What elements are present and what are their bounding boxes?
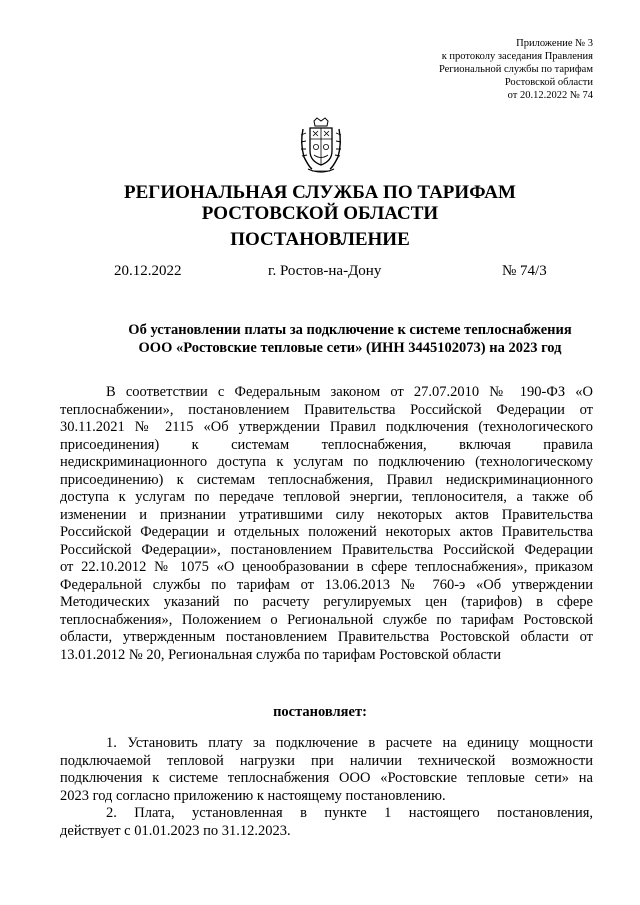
preamble-line: В соответствии с Федеральным законом от 27.07.2010 № 190-ФЗ «О (106, 384, 593, 400)
item1-line: 2023 год согласно приложению к настоящему постановлению. (60, 787, 446, 804)
document-subject-line1: Об установлении платы за подключение к системе теплоснабжения (128, 322, 572, 338)
item2-line: действует с 01.01.2023 по 31.12.2023. (60, 822, 291, 839)
resolve-heading: постановляет: (273, 704, 367, 720)
preamble-line: недискриминационного доступа к услугам по подключению (технологическому (60, 454, 593, 470)
appendix-line: Ростовской области (504, 77, 593, 88)
coat-of-arms-icon (298, 117, 344, 175)
preamble-line: Российской Федерации и отдельных положений некоторых актов Правительства (60, 524, 593, 540)
preamble-line: от 22.10.2012 № 1075 «О ценообразовании в сфере теплоснабжения», приказом (60, 559, 593, 575)
appendix-line: Региональной службы по тарифам (438, 64, 593, 75)
preamble-line: 13.01.2012 № 20, Региональная служба по тарифам Ростовской области (60, 646, 501, 663)
preamble-line: Российской Федерации», постановлением Правительства Российской Федерации (60, 541, 593, 558)
item1-line: подключения к системе теплоснабжения ООО «Ростовские тепловые сети» на (60, 770, 593, 786)
preamble-line: 30.11.2021 № 2115 «Об утверждении Правил подключения (технологического (60, 419, 593, 435)
appendix-note (333, 37, 593, 102)
document-date: 20.12.2022 (114, 263, 182, 279)
preamble-line: присоединения) к системам теплоснабжения, включая правила (60, 436, 593, 453)
document-city: г. Ростов-на-Дону (268, 263, 382, 279)
appendix-line: к протоколу заседания Правления (441, 51, 593, 62)
preamble-line: теплоснабжения», Положением о Региональной службе по тарифам Ростовской (60, 611, 593, 628)
appendix-line: Приложение № 3 (516, 38, 593, 49)
preamble-paragraph (60, 384, 593, 664)
item2-line: 2. Плата, установленная в пункте 1 настоящего постановления, (106, 805, 593, 821)
appendix-line: от 20.12.2022 № 74 (507, 90, 593, 101)
preamble-line: изменении и признании утратившими силу некоторых актов Правительства (60, 506, 593, 523)
document-number: № 74/3 (502, 263, 547, 279)
org-name-line1: РЕГИОНАЛЬНАЯ СЛУЖБА ПО ТАРИФАМ (124, 182, 516, 203)
org-name-line2: РОСТОВСКОЙ ОБЛАСТИ (201, 203, 439, 224)
preamble-line: теплоснабжении», постановлением Правительства Российской Федерации от (60, 401, 593, 418)
document-subject-line2: ООО «Ростовские тепловые сети» (ИНН 3445102073) на 2023 год (138, 340, 562, 356)
preamble-line: присоединению) к системам теплоснабжения, Правил недискриминационного (60, 471, 593, 488)
preamble-line: области, утвержденным постановлением Правительства Ростовской области от (60, 629, 593, 645)
item1-line: 1. Установить плату за подключение в расчете на единицу мощности (106, 735, 593, 751)
preamble-line: Методических указаний по расчету регулируемых цен (тарифов) в сфере (60, 594, 593, 610)
preamble-line: доступа к услугам по передаче тепловой энергии, теплоносителя, а также об (60, 489, 593, 505)
item1-line: подключаемой тепловой нагрузки при наличии технической возможности (60, 752, 593, 769)
resolution-items (60, 735, 593, 840)
document-type: ПОСТАНОВЛЕНИЕ (230, 229, 410, 250)
preamble-line: Федеральной службы по тарифам от 13.06.2013 № 760-э «Об утверждении (60, 576, 593, 593)
